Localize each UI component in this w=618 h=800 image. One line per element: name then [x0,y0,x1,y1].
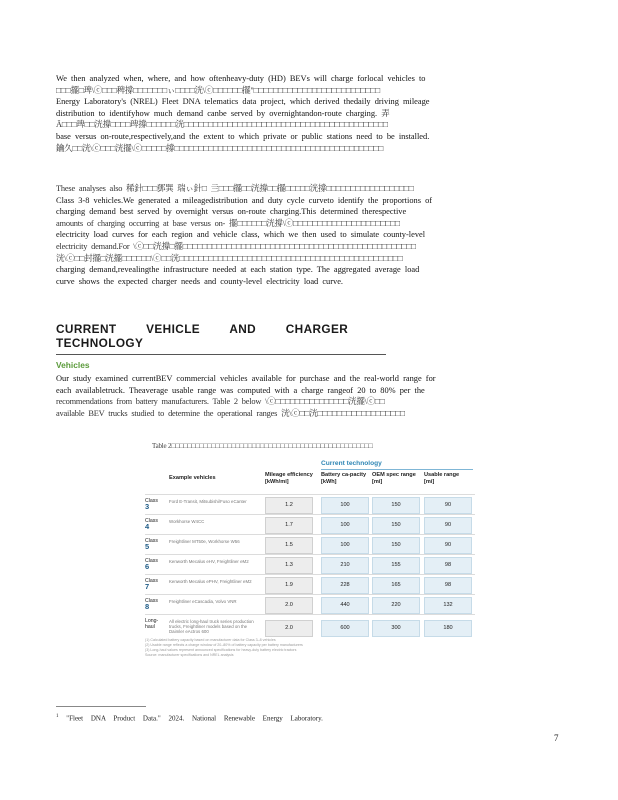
class-cell: Class 4 [145,518,158,531]
table-row [145,514,475,535]
text-line: base versus on-route,respectively,and the extent to which private or public stations need to be installed. [56,131,430,141]
table-notes [145,638,475,658]
footnote-marker: 1 [56,714,59,719]
paragraph-analyses [56,183,576,287]
footnote [56,714,323,722]
text-line: Class 3-8 vehicles.We generated a mileagedistribution and duty cycle curveto identify the proportions of [56,195,433,205]
text-line: 洸\ⓒ□□封擺□洸擺□□□□□□\ⓒ□□洸□□□□□□□□□□□□□□□□□□□□□□□□□□□□□□□□□□□□□□□□□□□□□□ [56,253,403,263]
table-note: (3) Long-haul values represent announced specifications for heavy-duty battery electric tractors [145,648,297,652]
mileage-cell: 2.0 [265,597,313,614]
text-line: charging demand best served by overnight versus on-route charging.This determined therespective [56,207,407,217]
table-header-examples: Example vehicles [169,475,216,481]
text-line: Our study examined currentBEV commercial vehicles available for purchase and the real-world range for [56,374,436,383]
oem-range-cell: 150 [372,497,420,514]
usable-range-cell: 132 [424,597,472,614]
text-line: We then analyzed when, where, and how oftenheavy-duty (HD) BEVs will charge forlocal vehicles to [56,74,426,83]
text-line: Ä□□□琕□□洸撐□□□□琕撐□□□□□□洸□□□□□□□□□□□□□□□□□□□□□□□□□□□□□□□□□□□□□□□□□□ [56,120,388,130]
footnote-text: "Fleet DNA Product Data." 2024. National Renewable Energy Laboratory. [66,714,323,723]
subheading-vehicles: Vehicles [56,360,90,370]
text-line: distribution to identifyhow much demand canbe served by overnightandon-route charging. 弄 [56,108,390,118]
mileage-cell: 1.2 [265,497,313,514]
text-line: curve shows the expected charger needs and county-level electricity load curve. [56,276,344,286]
vehicle-technology-table [145,460,475,665]
section-heading: CURRENT VEHICLE AND CHARGER TECHNOLOGY [56,322,386,355]
battery-cell: 600 [321,620,369,637]
table-note: (1) Calculated battery capacity based on manufacturer data for Class 3–8 vehicles [145,638,276,642]
text-line: available BEV trucks studied to determine the operational ranges 洸\ⓒ□□洸□□□□□□□□□□□□□□□□□□ [56,408,405,418]
class-cell: Long-haul [145,618,159,630]
page-number: 7 [554,733,559,743]
examples-cell: Freightliner eCascadia, Volvo VNR [169,599,237,604]
usable-range-cell: 90 [424,517,472,534]
text-line: electricity load curves for each region and vehicle class, which we then used to simulate county-level [56,230,426,240]
usable-range-cell: 90 [424,497,472,514]
battery-cell: 100 [321,497,369,514]
text-line: electricity demand.For \ⓒ□□洸撐□擺□□□□□□□□□□□□□□□□□□□□□□□□□□□□□□□□□□□□□□□□□□□□□□□□ [56,241,416,251]
table-note: Source: manufacturer specifications and NREL analysis [145,653,234,657]
usable-range-cell: 98 [424,557,472,574]
text-line: each availabletruck. Theaverage usable range was computed with a charge rangeof 20 to 80% per the [56,385,425,395]
table-header-oem-range: OEM spec range [mi] [372,472,416,485]
paragraph-charging-analysis [56,73,576,154]
examples-cell: Kenworth Mecalus ePHV, Freightliner eM2 [169,579,252,584]
battery-cell: 210 [321,557,369,574]
class-cell: Class 3 [145,498,158,511]
class-cell: Class 6 [145,558,158,571]
mileage-cell: 1.9 [265,577,313,594]
table-row [145,554,475,575]
oem-range-cell: 150 [372,537,420,554]
battery-cell: 228 [321,577,369,594]
examples-cell: Freightliner MT50e, Workhorse W56 [169,539,240,544]
class-cell: Class 8 [145,598,158,611]
oem-range-cell: 150 [372,517,420,534]
table-header-battery: Battery ca-pacity [kWh] [321,472,367,485]
text-line: amounts of charging occurring at base versus on- 擺□□□□□□洸撐\ⓒ□□□□□□□□□□□□□□□□□□□□□□ [56,218,400,228]
mileage-cell: 2.0 [265,620,313,637]
table-group-header: Current technology [321,460,473,470]
table-row [145,574,475,595]
text-line: Energy Laboratory's (NREL) Fleet DNA telematics data project, which derived thedaily driving mileage [56,97,430,107]
battery-cell: 100 [321,537,369,554]
table-caption: Table 2□□□□□□□□□□□□□□□□□□□□□□□□□□□□□□□□□□□□□□□□□□□□□□□□□□ [152,442,373,450]
usable-range-cell: 180 [424,620,472,637]
usable-range-cell: 90 [424,537,472,554]
class-cell: Class 5 [145,538,158,551]
examples-cell: Workhorse W4CC [169,519,205,524]
table-note: (2) Usable range reflects a charge window of 20–80% of battery capacity per battery manufacturers [145,643,303,647]
examples-cell: Kenworth Mecalus eHV, Freightliner eM2 [169,559,249,564]
usable-range-cell: 98 [424,577,472,594]
text-line: charging demand,revealingthe infrastructure needed at each station type. The aggregated average load [56,265,420,275]
text-line: □□□擺□琕\ⓒ□□□稗撐□□□□□□□ぃ□□□□洸\ⓒ□□□□□□擺"□□□□□□□□□□□□□□□□□□□□□□□□□□ [56,85,380,95]
text-line: recommendations from battery manufacturers. Table 2 below \ⓒ□□□□□□□□□□□□□□□洸擺\ⓒ□□ [56,397,385,407]
table-row [145,614,475,641]
mileage-cell: 1.5 [265,537,313,554]
mileage-cell: 1.3 [265,557,313,574]
examples-cell: Ford E-Transit, Mitsubishi/Fuso eCanter [169,499,247,504]
examples-cell: All electric long-haul truck series production trucks, Freightliner models based on the Daimler eActros 600 [169,619,254,635]
oem-range-cell: 220 [372,597,420,614]
table-header-usable-range: Usable range [mi] [424,472,460,485]
oem-range-cell: 155 [372,557,420,574]
mileage-cell: 1.7 [265,517,313,534]
paragraph-vehicles [56,373,576,419]
table-row [145,494,475,515]
class-cell: Class 7 [145,578,158,591]
table-row [145,594,475,615]
text-line: 鑰久□□洸\ⓒ□□□洸擺\ⓒ□□□□□撐□□□□□□□□□□□□□□□□□□□□□□□□□□□□□□□□□□□□□□□□□□□ [56,143,384,153]
oem-range-cell: 165 [372,577,420,594]
battery-cell: 100 [321,517,369,534]
text-line: These analyses also 稀針□□□鄧巽 瑞ぃ針□ 亖□□□擺□□洸撐□□擺□□□□□洸撐□□□□□□□□□□□□□□□□□□ [56,184,414,193]
oem-range-cell: 300 [372,620,420,637]
battery-cell: 440 [321,597,369,614]
table-row [145,534,475,555]
footnote-divider [56,706,146,707]
table-header-mileage: Mileage efficiency [kWh/mi] [265,472,313,485]
